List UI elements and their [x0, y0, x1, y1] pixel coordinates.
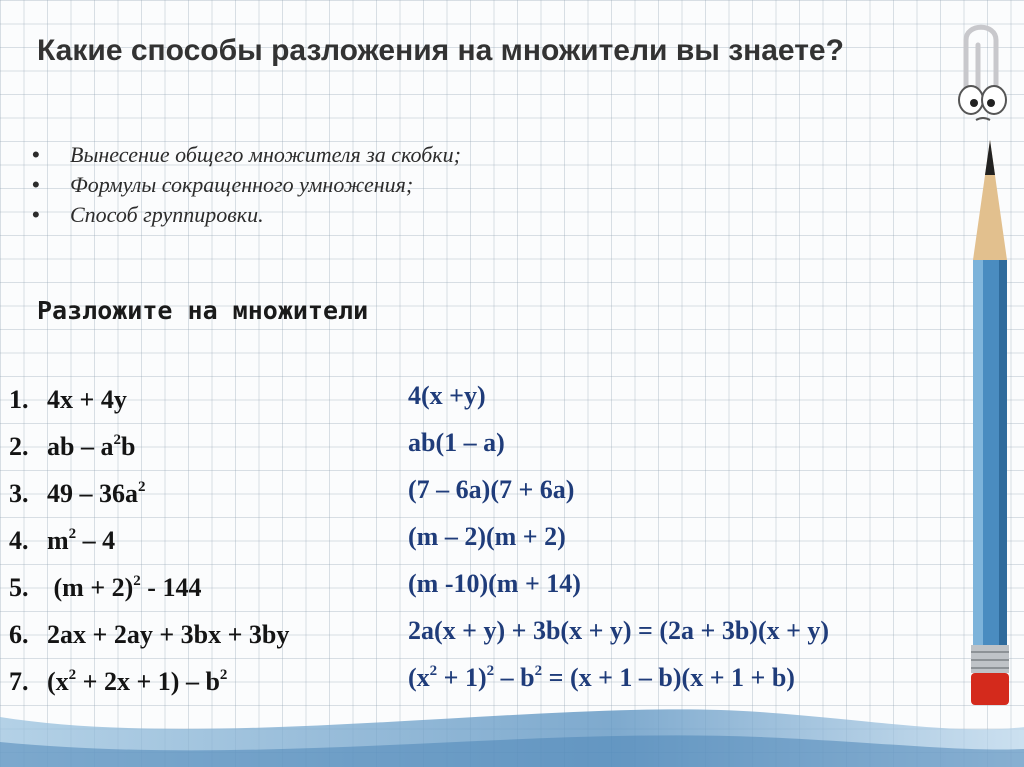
- expression-text: (7 – 6a)(7 + 6a): [408, 475, 575, 504]
- expression-text: (m -10)(m + 14): [408, 569, 581, 598]
- expression-text: + 1): [437, 663, 487, 692]
- slide-title: Какие способы разложения на множители вы знаете?: [37, 34, 844, 67]
- problem-number: 1.: [9, 385, 29, 414]
- expression-text: 4(x +y): [408, 381, 486, 410]
- method-text: Формулы сокращенного умножения;: [70, 172, 414, 197]
- method-text: Вынесение общего множителя за скобки;: [70, 142, 461, 167]
- problem-number: 6.: [9, 620, 29, 649]
- expression-text: m: [47, 526, 69, 555]
- answer-row: [408, 419, 829, 466]
- expression-text: (m + 2): [47, 573, 134, 602]
- expression-text: - 144: [140, 573, 202, 602]
- expression-text: (x: [47, 667, 69, 696]
- problem-row: [9, 564, 289, 611]
- problem-row: [9, 517, 289, 564]
- bullet-icon: •: [32, 202, 40, 227]
- expression-text: 4x + 4y: [47, 385, 127, 414]
- expression-text: – 4: [76, 526, 116, 555]
- expression-text: b: [120, 432, 136, 461]
- bullet-icon: •: [32, 172, 40, 197]
- exponent: 2: [113, 432, 121, 448]
- exponent: 2: [534, 663, 543, 679]
- problem-number: 5.: [9, 573, 29, 602]
- method-item: [32, 140, 461, 170]
- expression-text: ab(1 – a): [408, 428, 505, 457]
- problem-row: [9, 611, 289, 658]
- exponent: 2: [133, 573, 141, 589]
- exponent: 2: [219, 667, 228, 683]
- problem-number: 7.: [9, 667, 29, 696]
- problem-row: [9, 423, 289, 470]
- problems-list: [9, 376, 289, 705]
- paperclip-face-icon: [946, 15, 1016, 130]
- exponent: 2: [429, 663, 438, 679]
- exponent: 2: [68, 526, 77, 542]
- expression-text: (m – 2)(m + 2): [408, 522, 566, 551]
- problem-row: [9, 470, 289, 517]
- problem-row: [9, 376, 289, 423]
- problem-number: 4.: [9, 526, 29, 555]
- exponent: 2: [138, 479, 146, 495]
- answer-row: [408, 607, 829, 654]
- expression-text: ab – a: [47, 432, 114, 461]
- problem-number: 3.: [9, 479, 29, 508]
- bottom-swoosh-decoration: [0, 657, 1024, 767]
- expression-text: 2ax + 2ay + 3bx + 3by: [47, 620, 290, 649]
- answer-row: [408, 560, 829, 607]
- answer-row: [408, 372, 829, 419]
- exponent: 2: [68, 667, 77, 683]
- exponent: 2: [486, 663, 495, 679]
- answer-row: [408, 513, 829, 560]
- expression-text: + 2x + 1) – b: [76, 667, 220, 696]
- expression-text: 49 – 36a: [47, 479, 138, 508]
- pencil-icon: [965, 140, 1015, 710]
- answer-row: [408, 466, 829, 513]
- expression-text: – b: [494, 663, 535, 692]
- task-heading: Разложите на множители: [37, 296, 369, 325]
- bullet-icon: •: [32, 142, 40, 167]
- problem-number: 2.: [9, 432, 29, 461]
- expression-text: 2a(x + y) + 3b(x + y) = (2a + 3b)(x + y): [408, 616, 830, 645]
- method-text: Способ группировки.: [70, 202, 264, 227]
- method-item: [32, 200, 461, 230]
- method-item: [32, 170, 461, 200]
- expression-text: (x: [408, 663, 430, 692]
- expression-text: = (x + 1 – b)(x + 1 + b): [542, 663, 795, 692]
- answers-list: [408, 372, 829, 701]
- methods-list: [32, 140, 461, 230]
